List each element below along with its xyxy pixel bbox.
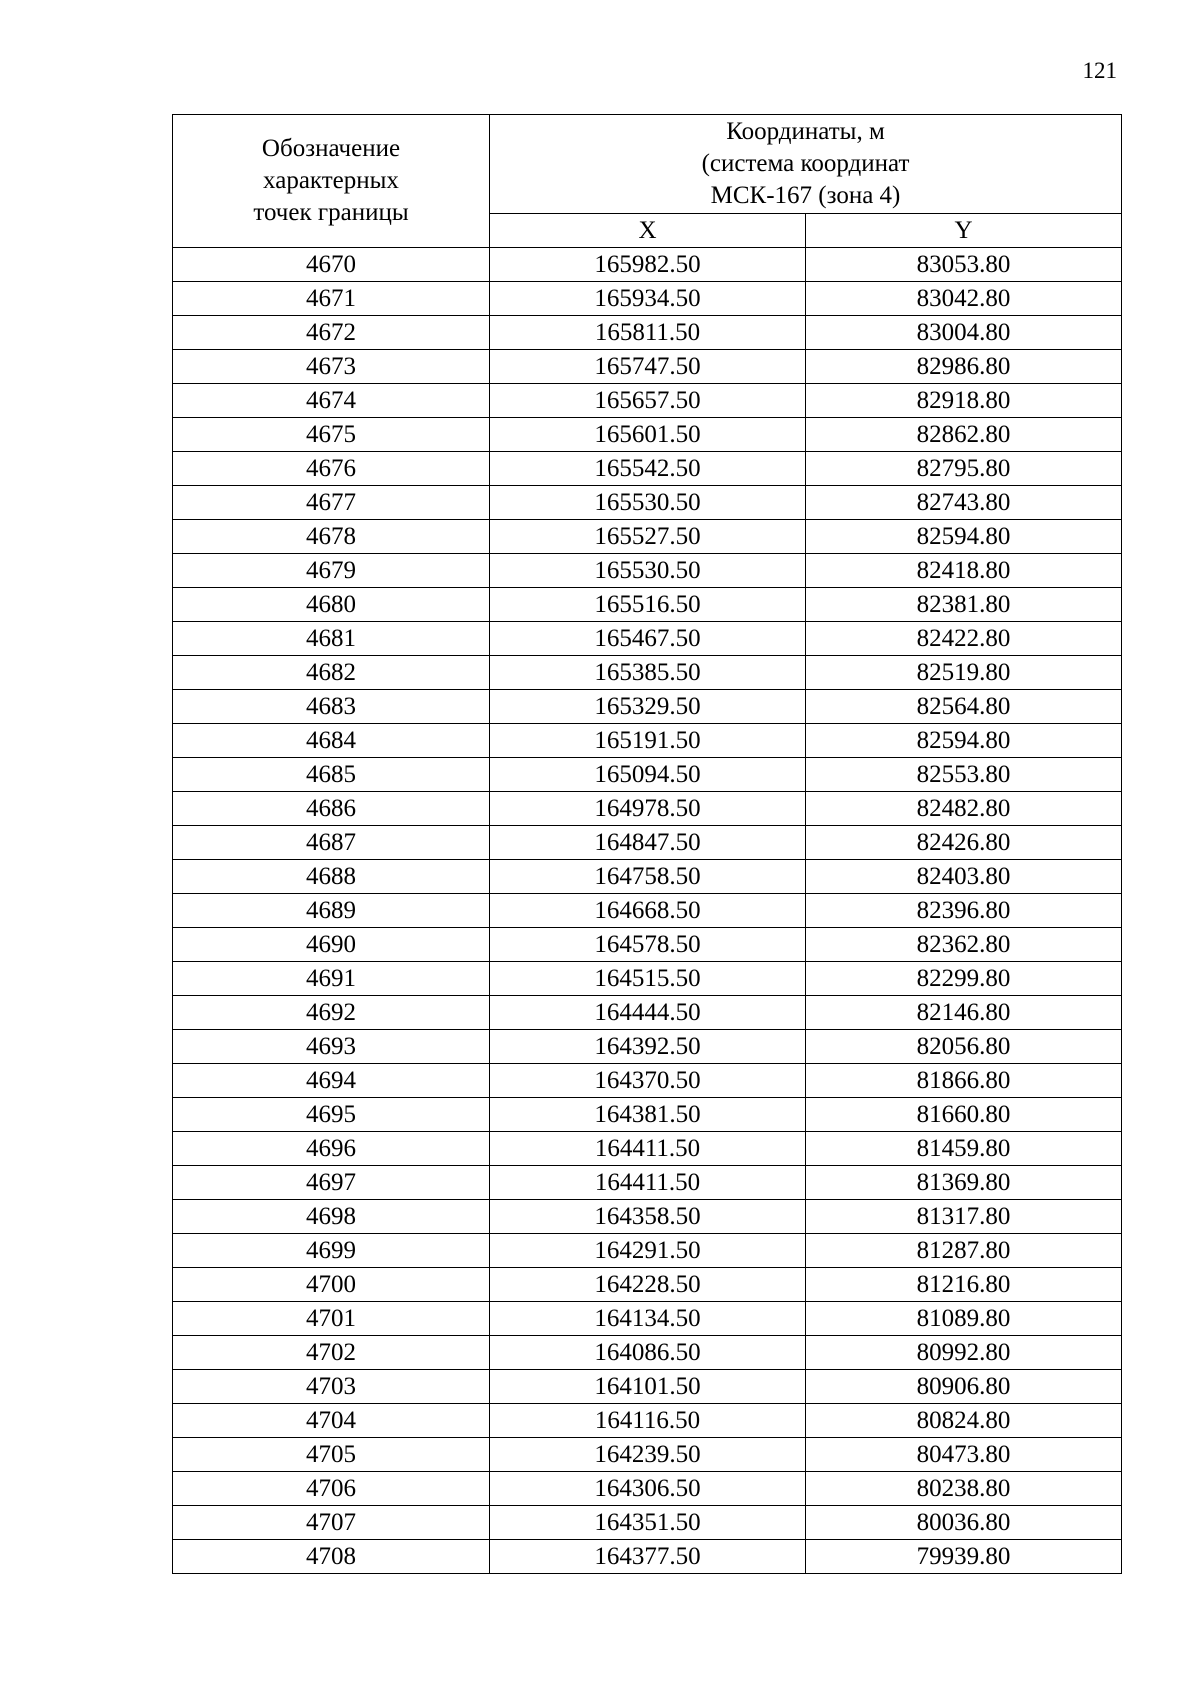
points-header-line: характерных — [263, 167, 399, 194]
coords-header-line: МСК-167 (зона 4) — [710, 182, 901, 209]
table-row — [173, 724, 1122, 758]
y-coordinate-cell: 80473.80 — [806, 1438, 1122, 1472]
point-id-cell: 4670 — [173, 248, 490, 282]
y-coordinate-cell: 82056.80 — [806, 1030, 1122, 1064]
page-number: 121 — [1082, 58, 1117, 83]
table-row — [173, 384, 1122, 418]
table-row — [173, 1064, 1122, 1098]
point-id-cell: 4706 — [173, 1472, 490, 1506]
point-id-cell: 4686 — [173, 792, 490, 826]
x-coordinate-cell: 164370.50 — [490, 1064, 806, 1098]
y-coordinate-cell: 82743.80 — [806, 486, 1122, 520]
x-column-header: X — [490, 214, 806, 248]
y-coordinate-cell: 80238.80 — [806, 1472, 1122, 1506]
table-row — [173, 1540, 1122, 1574]
table-row — [173, 248, 1122, 282]
table-row — [173, 452, 1122, 486]
table-row — [173, 996, 1122, 1030]
x-coordinate-cell: 165191.50 — [490, 724, 806, 758]
x-coordinate-cell: 165657.50 — [490, 384, 806, 418]
header-row — [173, 115, 1122, 214]
coords-header-line: Координаты, м — [726, 118, 885, 145]
x-coordinate-cell: 164306.50 — [490, 1472, 806, 1506]
x-coordinate-cell: 164847.50 — [490, 826, 806, 860]
point-id-cell: 4694 — [173, 1064, 490, 1098]
x-coordinate-cell: 164101.50 — [490, 1370, 806, 1404]
point-id-cell: 4700 — [173, 1268, 490, 1302]
y-coordinate-cell: 82396.80 — [806, 894, 1122, 928]
point-id-cell: 4702 — [173, 1336, 490, 1370]
x-coordinate-cell: 164392.50 — [490, 1030, 806, 1064]
table-row — [173, 486, 1122, 520]
table-row — [173, 1438, 1122, 1472]
y-coordinate-cell: 83004.80 — [806, 316, 1122, 350]
x-coordinate-cell: 164086.50 — [490, 1336, 806, 1370]
x-coordinate-cell: 165530.50 — [490, 486, 806, 520]
point-id-cell: 4679 — [173, 554, 490, 588]
y-coordinate-cell: 81317.80 — [806, 1200, 1122, 1234]
y-coordinate-cell: 83053.80 — [806, 248, 1122, 282]
point-id-cell: 4689 — [173, 894, 490, 928]
point-id-cell: 4676 — [173, 452, 490, 486]
point-id-cell: 4705 — [173, 1438, 490, 1472]
x-coordinate-cell: 164239.50 — [490, 1438, 806, 1472]
table-row — [173, 1268, 1122, 1302]
table-row — [173, 826, 1122, 860]
table-row — [173, 282, 1122, 316]
x-coordinate-cell: 165329.50 — [490, 690, 806, 724]
table-row — [173, 350, 1122, 384]
x-coordinate-cell: 164358.50 — [490, 1200, 806, 1234]
table-row — [173, 1370, 1122, 1404]
y-coordinate-cell: 82299.80 — [806, 962, 1122, 996]
point-id-cell: 4704 — [173, 1404, 490, 1438]
x-coordinate-cell: 164515.50 — [490, 962, 806, 996]
table-row — [173, 928, 1122, 962]
table-row — [173, 894, 1122, 928]
table-row — [173, 792, 1122, 826]
y-coordinate-cell: 82418.80 — [806, 554, 1122, 588]
table-row — [173, 1200, 1122, 1234]
table-row — [173, 1336, 1122, 1370]
point-id-cell: 4688 — [173, 860, 490, 894]
point-id-cell: 4707 — [173, 1506, 490, 1540]
y-coordinate-cell: 82519.80 — [806, 656, 1122, 690]
y-coordinate-cell: 81866.80 — [806, 1064, 1122, 1098]
x-coordinate-cell: 164411.50 — [490, 1132, 806, 1166]
y-coordinate-cell: 82482.80 — [806, 792, 1122, 826]
point-id-cell: 4683 — [173, 690, 490, 724]
table-row — [173, 758, 1122, 792]
y-coordinate-cell: 82381.80 — [806, 588, 1122, 622]
point-id-cell: 4684 — [173, 724, 490, 758]
point-id-cell: 4697 — [173, 1166, 490, 1200]
point-id-cell: 4677 — [173, 486, 490, 520]
y-coordinate-cell: 81459.80 — [806, 1132, 1122, 1166]
y-coordinate-cell: 82403.80 — [806, 860, 1122, 894]
y-coordinate-cell: 81216.80 — [806, 1268, 1122, 1302]
point-id-cell: 4671 — [173, 282, 490, 316]
y-coordinate-cell: 80906.80 — [806, 1370, 1122, 1404]
table-row — [173, 1472, 1122, 1506]
point-id-cell: 4708 — [173, 1540, 490, 1574]
x-coordinate-cell: 164758.50 — [490, 860, 806, 894]
point-id-cell: 4682 — [173, 656, 490, 690]
point-id-cell: 4675 — [173, 418, 490, 452]
x-coordinate-cell: 165811.50 — [490, 316, 806, 350]
table-row — [173, 520, 1122, 554]
table-row — [173, 1030, 1122, 1064]
point-id-cell: 4703 — [173, 1370, 490, 1404]
y-coordinate-cell: 82146.80 — [806, 996, 1122, 1030]
point-id-cell: 4696 — [173, 1132, 490, 1166]
table-row — [173, 1234, 1122, 1268]
table-row — [173, 1302, 1122, 1336]
x-coordinate-cell: 164668.50 — [490, 894, 806, 928]
x-coordinate-cell: 164978.50 — [490, 792, 806, 826]
x-coordinate-cell: 165527.50 — [490, 520, 806, 554]
table-row — [173, 622, 1122, 656]
point-id-cell: 4692 — [173, 996, 490, 1030]
point-id-cell: 4698 — [173, 1200, 490, 1234]
x-coordinate-cell: 164291.50 — [490, 1234, 806, 1268]
x-coordinate-cell: 164116.50 — [490, 1404, 806, 1438]
x-coordinate-cell: 165934.50 — [490, 282, 806, 316]
point-id-cell: 4678 — [173, 520, 490, 554]
table-row — [173, 1506, 1122, 1540]
table-row — [173, 860, 1122, 894]
x-coordinate-cell: 165530.50 — [490, 554, 806, 588]
y-column-header: Y — [806, 214, 1122, 248]
x-coordinate-cell: 165516.50 — [490, 588, 806, 622]
points-header-line: точек границы — [253, 199, 409, 226]
point-id-cell: 4672 — [173, 316, 490, 350]
table-row — [173, 418, 1122, 452]
x-coordinate-cell: 165601.50 — [490, 418, 806, 452]
y-coordinate-cell: 81369.80 — [806, 1166, 1122, 1200]
table-body — [173, 248, 1122, 1574]
point-id-cell: 4680 — [173, 588, 490, 622]
x-coordinate-cell: 164134.50 — [490, 1302, 806, 1336]
table-row — [173, 588, 1122, 622]
y-coordinate-cell: 82795.80 — [806, 452, 1122, 486]
y-coordinate-cell: 82553.80 — [806, 758, 1122, 792]
y-coordinate-cell: 82564.80 — [806, 690, 1122, 724]
point-id-cell: 4687 — [173, 826, 490, 860]
coords-header-line: (система координат — [701, 150, 910, 177]
y-coordinate-cell: 82426.80 — [806, 826, 1122, 860]
point-id-cell: 4690 — [173, 928, 490, 962]
table-row — [173, 554, 1122, 588]
point-id-cell: 4691 — [173, 962, 490, 996]
x-coordinate-cell: 164381.50 — [490, 1098, 806, 1132]
x-coordinate-cell: 164444.50 — [490, 996, 806, 1030]
point-id-cell: 4701 — [173, 1302, 490, 1336]
x-coordinate-cell: 165467.50 — [490, 622, 806, 656]
point-id-cell: 4681 — [173, 622, 490, 656]
x-coordinate-cell: 165982.50 — [490, 248, 806, 282]
coordinates-table — [172, 114, 1122, 1574]
y-coordinate-cell: 82986.80 — [806, 350, 1122, 384]
table-row — [173, 1166, 1122, 1200]
y-coordinate-cell: 79939.80 — [806, 1540, 1122, 1574]
point-id-cell: 4695 — [173, 1098, 490, 1132]
table-row — [173, 656, 1122, 690]
table-row — [173, 1098, 1122, 1132]
y-coordinate-cell: 81287.80 — [806, 1234, 1122, 1268]
points-header-line: Обозначение — [261, 135, 401, 162]
y-coordinate-cell: 83042.80 — [806, 282, 1122, 316]
y-coordinate-cell: 82362.80 — [806, 928, 1122, 962]
coordinates-column-header — [490, 115, 1122, 214]
point-id-cell: 4699 — [173, 1234, 490, 1268]
points-column-header — [173, 115, 490, 248]
y-coordinate-cell: 82422.80 — [806, 622, 1122, 656]
table-row — [173, 316, 1122, 350]
y-coordinate-cell: 81089.80 — [806, 1302, 1122, 1336]
x-coordinate-cell: 164351.50 — [490, 1506, 806, 1540]
point-id-cell: 4673 — [173, 350, 490, 384]
x-coordinate-cell: 164377.50 — [490, 1540, 806, 1574]
y-coordinate-cell: 81660.80 — [806, 1098, 1122, 1132]
x-coordinate-cell: 164578.50 — [490, 928, 806, 962]
y-coordinate-cell: 82594.80 — [806, 520, 1122, 554]
y-coordinate-cell: 80824.80 — [806, 1404, 1122, 1438]
y-coordinate-cell: 82594.80 — [806, 724, 1122, 758]
y-coordinate-cell: 80992.80 — [806, 1336, 1122, 1370]
x-coordinate-cell: 165542.50 — [490, 452, 806, 486]
y-coordinate-cell: 80036.80 — [806, 1506, 1122, 1540]
x-coordinate-cell: 164411.50 — [490, 1166, 806, 1200]
x-coordinate-cell: 165747.50 — [490, 350, 806, 384]
table-row — [173, 1404, 1122, 1438]
table-row — [173, 1132, 1122, 1166]
point-id-cell: 4685 — [173, 758, 490, 792]
point-id-cell: 4674 — [173, 384, 490, 418]
x-coordinate-cell: 165385.50 — [490, 656, 806, 690]
table-row — [173, 690, 1122, 724]
table-row — [173, 962, 1122, 996]
point-id-cell: 4693 — [173, 1030, 490, 1064]
y-coordinate-cell: 82862.80 — [806, 418, 1122, 452]
y-coordinate-cell: 82918.80 — [806, 384, 1122, 418]
x-coordinate-cell: 164228.50 — [490, 1268, 806, 1302]
x-coordinate-cell: 165094.50 — [490, 758, 806, 792]
